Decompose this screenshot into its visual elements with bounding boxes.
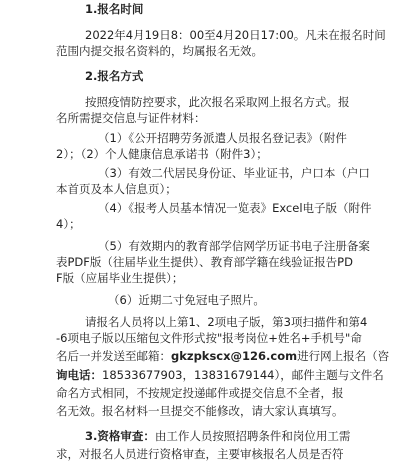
item4-line1: （4）《报考人员基本情况一览表》Excel电子版（附件 [98, 201, 372, 215]
item6-line: （6）近期二寸免冠电子照片。 [108, 293, 265, 307]
instructions-line3-suffix: 进行网上报名（咨 [297, 349, 390, 363]
item5-line2: 表PDF版（往届毕业生提供）、教育部学籍在线验证报告PD [56, 255, 353, 269]
section1-line1: 2022年4月19日8：00至4月20日17:00。凡未在报名时间 [85, 28, 386, 42]
item3-line2: 本首页及本人信息页）； [56, 182, 177, 196]
section3-heading: 3.资格审查： [85, 429, 155, 443]
item4-line2: 4）； [56, 217, 81, 231]
phone-numbers: 18533677903，13831679144） [102, 368, 281, 382]
section3-line1-text: 由工作人员按照招聘条件和岗位用工需 [154, 429, 351, 443]
instructions-line4 [56, 368, 384, 382]
item5-line1: （5）有效期内的教育部学信网学历证书电子注册备案 [98, 239, 370, 253]
phone-label: 询电话： [56, 368, 102, 382]
section2-intro2: 名所需提交信息与证件材料： [56, 111, 206, 125]
instructions-line3-prefix: 名后一并发送至邮箱： [56, 349, 171, 363]
instructions-line5: 命名方式相同，不按规定投递邮件或提交信息不全者，报 [56, 386, 344, 400]
item1-line2: 2）；（2）个人健康信息承诺书（附件3）； [56, 147, 268, 161]
instructions-line1: 请报名人员将以上第1、2项电子版，第3项扫描件和第4 [85, 315, 368, 329]
section2-intro1: 按照疫情防控要求，此次报名采取网上报名方式。报 [85, 95, 350, 109]
item1-line1: （1）《公开招聘劳务派遣人员报名登记表》（附件 [98, 131, 347, 145]
instructions-line3 [56, 349, 389, 363]
section2-heading: 2.报名方式 [85, 69, 144, 83]
section3-line2: 求，对报名人员进行资格审查，主要审核报名人员是否符 [56, 447, 344, 461]
instructions-line4-suffix: ，邮件主题与文件名 [280, 368, 384, 382]
instructions-line2: -6项电子版以压缩包文件形式按"报考岗位+姓名+手机号"命 [56, 331, 362, 345]
email-address: gkzpkscx@126.com [171, 349, 298, 363]
section1-line2: 范围内提交报名资料的，均属报名无效。 [56, 44, 263, 58]
item5-line3: F版（应届毕业生提供）； [56, 271, 184, 285]
item3-line1: （3）有效二代居民身份证、毕业证书，户口本（户口 [98, 166, 370, 180]
section3-line1 [85, 429, 350, 443]
section1-heading: 1.报名时间 [85, 2, 144, 16]
instructions-line6: 名无效。报名材料一旦提交不能修改，请大家认真填写。 [56, 404, 344, 418]
